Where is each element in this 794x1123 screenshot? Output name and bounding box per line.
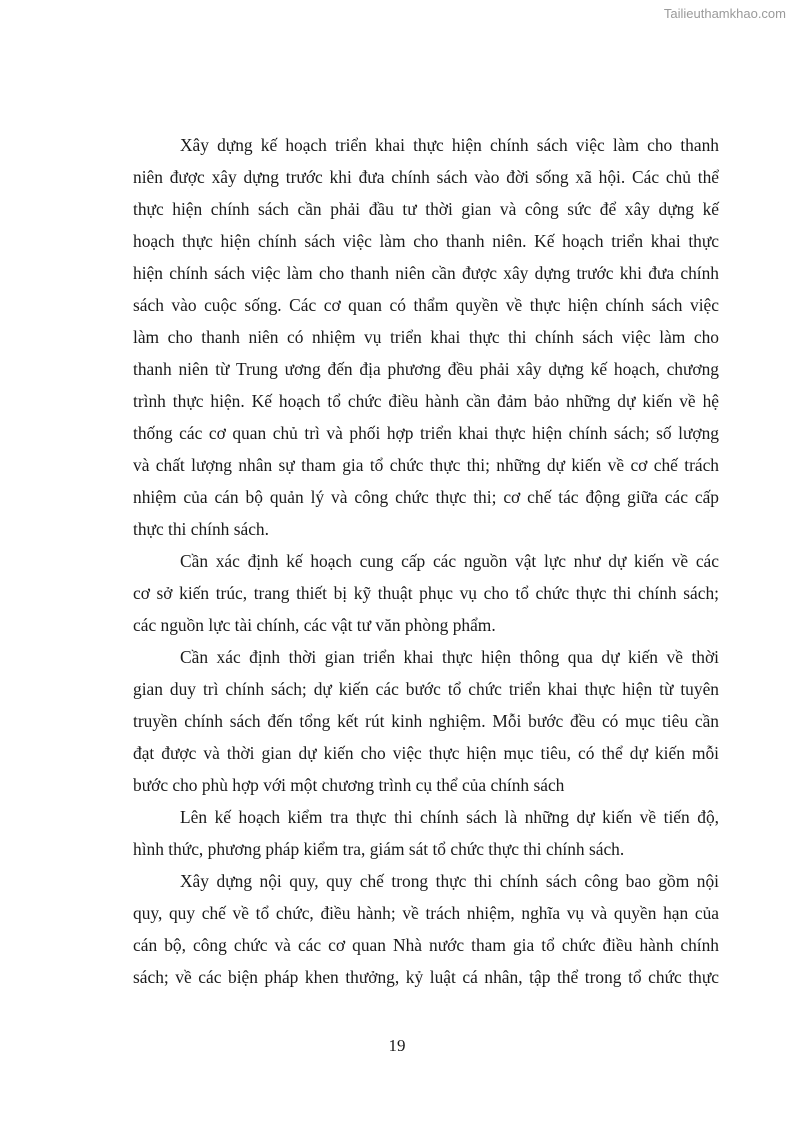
text-line: Cần xác định kế hoạch cung cấp các nguồn vật lực như dự kiến về các <box>180 551 719 571</box>
text-line: cán bộ, công chức và các cơ quan Nhà nước tham gia tổ chức điều hành chính <box>133 935 719 955</box>
body-text <box>133 129 719 993</box>
text-line: Lên kế hoạch kiểm tra thực thi chính sách là những dự kiến về tiến độ, <box>180 807 719 827</box>
watermark-text: Tailieuthamkhao.com <box>663 6 786 21</box>
text-line: sách; về các biện pháp khen thưởng, kỷ luật cá nhân, tập thể trong tổ chức thực <box>133 967 719 987</box>
text-line: thống các cơ quan chủ trì và phối hợp triển khai thực hiện chính sách; số lượng <box>133 423 719 443</box>
text-line: truyền chính sách đến tổng kết rút kinh nghiệm. Mỗi bước đều có mục tiêu cần <box>133 711 719 731</box>
text-line: và chất lượng nhân sự tham gia tổ chức thực thi; những dự kiến về cơ chế trách <box>133 455 719 475</box>
text-line: gian duy trì chính sách; dự kiến các bước tổ chức triển khai thực hiện từ tuyên <box>133 679 719 699</box>
paragraph <box>133 865 719 993</box>
text-line: thanh niên từ Trung ương đến địa phương đều phải xây dựng kế hoạch, chương <box>133 359 719 379</box>
text-line: hiện chính sách việc làm cho thanh niên cần được xây dựng trước khi đưa chính <box>133 263 719 283</box>
text-line: bước cho phù hợp với một chương trình cụ thể của chính sách <box>133 775 565 795</box>
text-line: làm cho thanh niên có nhiệm vụ triển khai thực thi chính sách việc làm cho <box>133 327 719 347</box>
text-line: Xây dựng kế hoạch triển khai thực hiện chính sách việc làm cho thanh <box>180 135 719 155</box>
text-line: niên được xây dựng trước khi đưa chính sách vào đời sống xã hội. Các chủ thể <box>133 167 719 187</box>
text-line: thực hiện chính sách cần phải đầu tư thời gian và công sức để xây dựng kế <box>133 199 719 219</box>
text-line: Cần xác định thời gian triển khai thực hiện thông qua dự kiến về thời <box>180 647 719 667</box>
text-line: hình thức, phương pháp kiểm tra, giám sát tổ chức thực thi chính sách. <box>133 839 625 859</box>
page-number: 19 <box>388 1036 406 1055</box>
paragraph <box>133 545 719 641</box>
text-line: trình thực hiện. Kế hoạch tổ chức điều hành cần đảm bảo những dự kiến về hệ <box>133 391 719 411</box>
text-line: sách vào cuộc sống. Các cơ quan có thẩm quyền về thực hiện chính sách việc <box>133 295 719 315</box>
text-line: thực thi chính sách. <box>133 519 269 539</box>
text-line: đạt được và thời gian dự kiến cho việc thực hiện mục tiêu, có thể dự kiến mỗi <box>133 743 719 763</box>
text-line: cơ sở kiến trúc, trang thiết bị kỹ thuật phục vụ cho tổ chức thực thi chính sách; <box>133 583 719 603</box>
text-line: các nguồn lực tài chính, các vật tư văn phòng phẩm. <box>133 615 496 635</box>
text-line: Xây dựng nội quy, quy chế trong thực thi chính sách công bao gồm nội <box>180 871 719 891</box>
paragraph <box>133 801 719 865</box>
text-line: quy, quy chế về tổ chức, điều hành; về trách nhiệm, nghĩa vụ và quyền hạn của <box>133 903 719 923</box>
paragraph <box>133 641 719 801</box>
text-line: hoạch thực hiện chính sách việc làm cho thanh niên. Kế hoạch triển khai thực <box>133 231 719 251</box>
text-line: nhiệm của cán bộ quản lý và công chức thực thi; cơ chế tác động giữa các cấp <box>133 487 719 507</box>
paragraph <box>133 129 719 545</box>
